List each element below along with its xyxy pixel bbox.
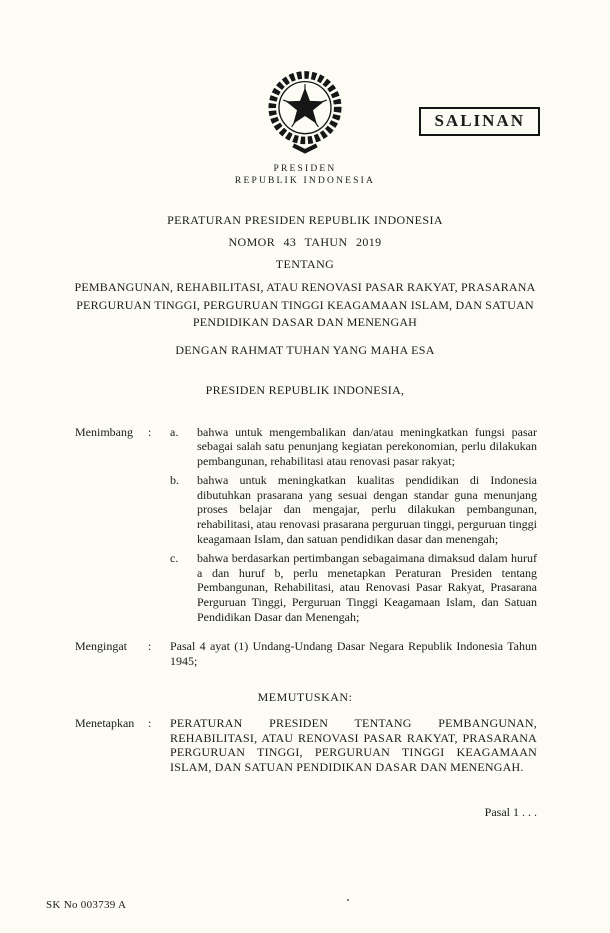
letterhead xyxy=(0,163,610,187)
tentang-label: TENTANG xyxy=(275,257,335,271)
title-block xyxy=(0,213,610,398)
regulation-number: NOMOR 43 TAHUN 2019 xyxy=(228,235,382,249)
menetapkan-label: Menetapkan xyxy=(75,716,135,730)
document-control-number: SK No 003739 A xyxy=(46,899,127,911)
mengingat-label: Mengingat xyxy=(75,639,127,654)
memutuskan-heading: MEMUTUSKAN: xyxy=(257,690,353,705)
item-marker: b. xyxy=(170,473,179,488)
page-continuation-marker: Pasal 1 . . . xyxy=(484,805,537,820)
menetapkan-text: PERATURAN PRESIDEN TENTANG PEMBANGUNAN, REHABILITASI, ATAU RENOVASI PASAR RAKYAT, PRASARANA PERGURUAN TINGGI, PERGURUAN TINGGI KEAGAMAAN ISLAM, DAN SATUAN PENDIDIKAN DASAR DAN MENENGAH. xyxy=(170,716,537,774)
menetapkan-section xyxy=(75,716,537,774)
invocation-line: DENGAN RAHMAT TUHAN YANG MAHA ESA xyxy=(175,342,435,357)
item-text: bahwa untuk mengembalikan dan/atau meningkatkan fungsi pasar sebagai salah satu penunjang kegiatan perekonomian, perlu dilakukan pembangunan, rehabilitasi atau renovasi pasar rakyat; xyxy=(197,424,537,468)
menimbang-section xyxy=(75,425,537,630)
menimbang-label: Menimbang xyxy=(75,424,133,439)
mengingat-section xyxy=(75,639,537,668)
consideration-item-b xyxy=(170,473,537,546)
menimbang-colon: : xyxy=(148,424,152,439)
letterhead-republik-indonesia: REPUBLIK INDONESIA xyxy=(234,176,376,186)
regulation-subject: PEMBANGUNAN, REHABILITASI, ATAU RENOVASI PASAR RAKYAT, PRASARANA PERGURUAN TINGGI, PERGURUAN TINGGI KEAGAMAAN ISLAM, DAN SATUAN PENDIDIKAN DASAR DAN MENENGAH xyxy=(74,280,536,329)
issuer-line: PRESIDEN REPUBLIK INDONESIA, xyxy=(205,382,405,397)
consideration-item-a xyxy=(170,425,537,469)
item-marker: a. xyxy=(170,424,179,439)
scan-artifact-dot xyxy=(347,899,349,901)
consideration-item-c xyxy=(170,551,537,624)
item-marker: c. xyxy=(170,551,179,566)
regulation-title: PERATURAN PRESIDEN REPUBLIK INDONESIA xyxy=(167,213,443,227)
salinan-stamp xyxy=(419,107,540,136)
item-text: bahwa berdasarkan pertimbangan sebagaimana dimaksud dalam huruf a dan huruf b, perlu menetapkan Peraturan Presiden tentang Pembangunan, Rehabilitasi, atau Renovasi Pasar Rakyat, Prasarana Perguruan Tinggi, Perguruan Tinggi Keagamaan Islam, dan Satuan Pendidikan Dasar dan Menengah; xyxy=(197,551,537,624)
mengingat-colon: : xyxy=(148,639,152,654)
menetapkan-colon: : xyxy=(148,716,152,730)
national-emblem-icon xyxy=(263,64,347,158)
mengingat-text: Pasal 4 ayat (1) Undang-Undang Dasar Negara Republik Indonesia Tahun 1945; xyxy=(170,639,537,668)
salinan-label: SALINAN xyxy=(434,111,525,130)
item-text: bahwa untuk meningkatkan kualitas pendidikan di Indonesia dibutuhkan prasarana yang sesuai dengan standar guna menunjang proses belajar dan mengajar, perlu dilakukan pembangunan, rehabilitasi, atau renovasi prasarana perguruan tinggi, perguruan tinggi keagamaan Islam, dan satuan pendidikan dasar dan menengah; xyxy=(197,473,537,546)
menimbang-items xyxy=(170,425,537,630)
letterhead-presiden: PRESIDEN xyxy=(273,164,337,174)
document-body xyxy=(0,425,610,820)
